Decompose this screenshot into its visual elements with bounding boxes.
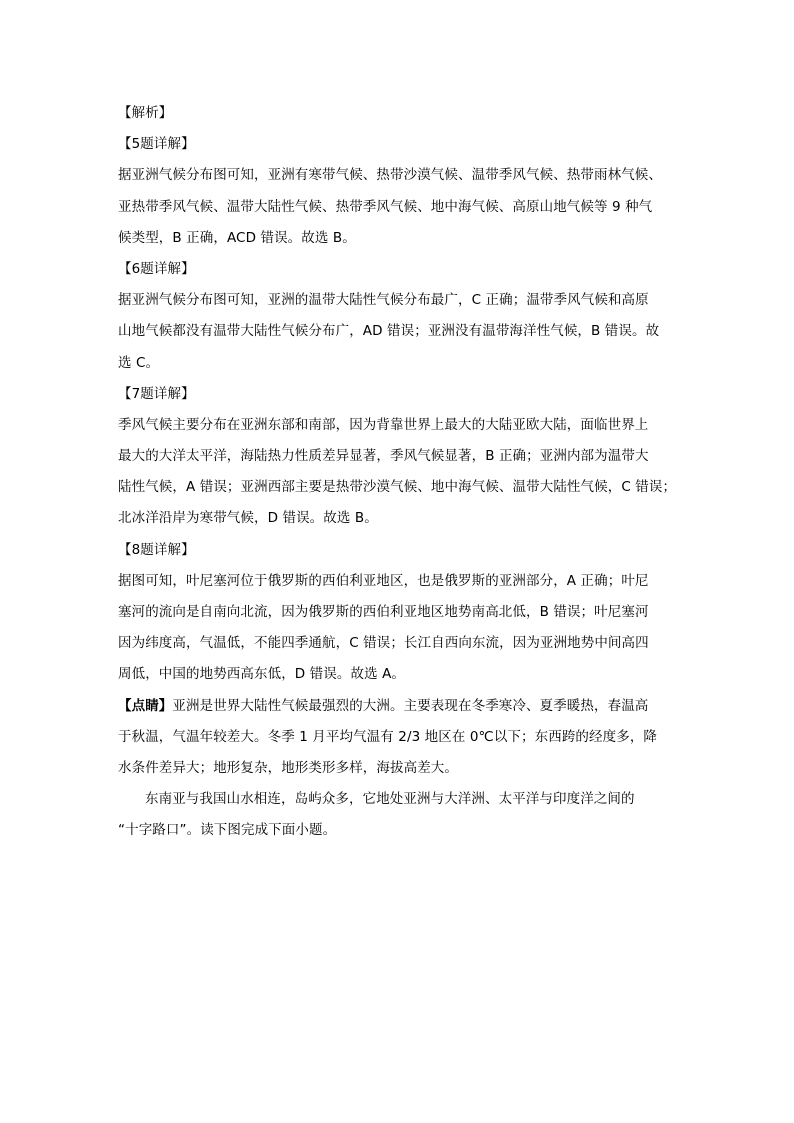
q5-line-3: 候类型，B 正确，ACD 错误。故选 B。 xyxy=(118,229,356,246)
q8-line-3: 因为纬度高，气温低，不能四季通航，C 错误；长江自西向东流，因为亚洲地势中间高四 xyxy=(118,635,649,652)
tip-label: 【点睛】 xyxy=(118,697,173,714)
q7-heading: 【7题详解】 xyxy=(118,385,195,402)
next-question-line-2: “十字路口”。读下图完成下面小题。 xyxy=(118,822,337,839)
q8-line-4: 周低，中国的地势西高东低，D 错误。故选 A。 xyxy=(118,666,406,683)
q8-heading: 【8题详解】 xyxy=(118,541,195,558)
document-body xyxy=(118,98,698,847)
q5-line-2: 亚热带季风气候、温带大陆性气候、热带季风气候、地中海气候、高原山地气候等 9 种气 xyxy=(118,198,653,215)
q8-line-2: 塞河的流向是自南向北流，因为俄罗斯的西伯利亚地区地势南高北低，B 错误；叶尼塞河 xyxy=(118,604,649,620)
q6-line-3: 选 C。 xyxy=(118,354,160,371)
q7-line-1: 季风气候主要分布在亚洲东部和南部，因为背靠世界上最大的大陆亚欧大陆，面临世界上 xyxy=(118,416,649,433)
tip-line-3: 水条件差异大；地形复杂，地形类形多样，海拔高差大。 xyxy=(118,759,458,776)
q6-heading: 【6题详解】 xyxy=(118,260,195,277)
q6-line-2: 山地气候都没有温带大陆性气候分布广，AD 错误；亚洲没有温带海洋性气候，B 错误。故 xyxy=(118,323,660,340)
q7-line-4: 北冰洋沿岸为寒带气候，D 错误。故选 B。 xyxy=(118,510,378,527)
tip-line-2: 于秋温，气温年较差大。冬季 1 月平均气温有 2/3 地区在 0℃以下；东西跨的经度多，降 xyxy=(118,728,658,745)
q7-line-2: 最大的大洋太平洋，海陆热力性质差异显著，季风气候显著，B 正确；亚洲内部为温带大 xyxy=(118,448,649,465)
q8-line-1: 据图可知，叶尼塞河位于俄罗斯的西伯利亚地区，也是俄罗斯的亚洲部分，A 正确；叶尼 xyxy=(118,572,649,589)
tip-first-line: 亚洲是世界大陆性气候最强烈的大洲。主要表现在冬季寒冷、夏季暖热，春温高 xyxy=(172,697,649,714)
q7-line-3: 陆性气候，A 错误；亚洲西部主要是热带沙漠气候、地中海气候、温带大陆性气候，C 错误； xyxy=(118,479,677,496)
q5-line-1: 据亚洲气候分布图可知，亚洲有寒带气候、热带沙漠气候、温带季风气候、热带雨林气候、 xyxy=(118,167,662,184)
q6-line-1: 据亚洲气候分布图可知，亚洲的温带大陆性气候分布最广，C 正确；温带季风气候和高原 xyxy=(118,292,649,309)
tip-line-1 xyxy=(118,691,698,722)
q5-heading: 【5题详解】 xyxy=(118,136,195,153)
analysis-heading: 【解析】 xyxy=(118,105,173,121)
next-question-line-1: 东南亚与我国山水相连，岛屿众多，它地处亚洲与大洋洲、太平洋与印度洋之间的 xyxy=(145,791,635,808)
